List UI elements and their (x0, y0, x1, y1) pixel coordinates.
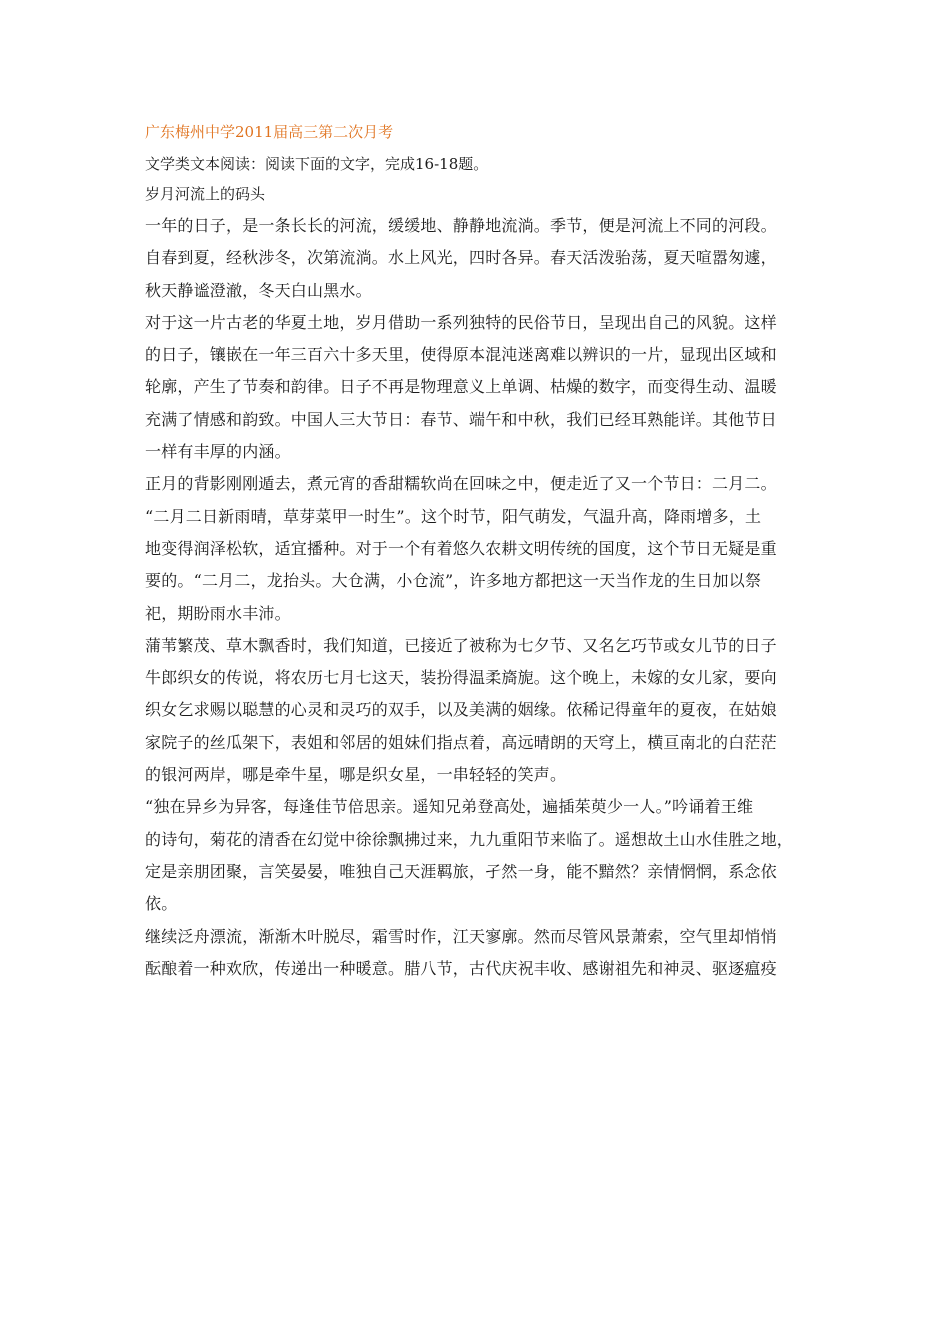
paragraph-line: “二月二日新雨晴，草芽菜甲一时生”。这个时节，阳气萌发，气温升高，降雨增多，土 (145, 506, 762, 526)
paragraph-line: 酝酿着一种欢欣，传递出一种暖意。腊八节，古代庆祝丰收、感谢祖先和神灵、驱逐瘟疫 (145, 958, 777, 978)
paragraph-line: 自春到夏，经秋涉冬，次第流淌。水上风光，四时各异。春天活泼骀荡，夏天喧嚣匆遽， (145, 248, 777, 268)
paragraph-line: “独在异乡为异客，每逢佳节倍思亲。遥知兄弟登高处，遍插茱萸少一人。”吟诵着王维 (145, 797, 754, 817)
essay-paragraph (145, 630, 815, 791)
document-title: 广东梅州中学2011届高三第二次月考 (145, 123, 394, 141)
paragraph-line: 家院子的丝瓜架下，表姐和邻居的姐妹们指点着，高远晴朗的天穹上，横亘南北的白茫茫 (145, 732, 777, 752)
paragraph-line: 一年的日子，是一条长长的河流，缓缓地、静静地流淌。季节，便是河流上不同的河段。 (145, 216, 777, 235)
document-body (145, 118, 815, 985)
paragraph-line: 对于这一片古老的华夏土地，岁月借助一系列独特的民俗节日，呈现出自己的风貌。这样 (145, 312, 777, 332)
essay-title: 岁月河流上的码头 (145, 185, 266, 203)
paragraph-line: 充满了情感和韵致。中国人三大节日：春节、端午和中秋，我们已经耳熟能详。其他节日 (145, 409, 777, 429)
paragraph-line: 依。 (145, 894, 178, 914)
paragraph-line: 继续泛舟漂流，渐渐木叶脱尽，霜雪时作，江天寥廓。然而尽管风景萧索，空气里却悄悄 (145, 926, 777, 946)
paragraph-line: 祀，期盼雨水丰沛。 (145, 603, 291, 623)
paragraph-line: 轮廓，产生了节奏和韵律。日子不再是物理意义上单调、枯燥的数字，而变得生动、温暖 (145, 377, 777, 397)
paragraph-line: 一样有丰厚的内涵。 (145, 442, 291, 462)
essay-paragraph (145, 468, 815, 629)
essay-paragraph (145, 921, 815, 986)
paragraph-line: 牛郎织女的传说，将农历七月七这天，装扮得温柔旖旎。这个晚上，未嫁的女儿家，要向 (145, 668, 777, 688)
paragraph-line: 正月的背影刚刚遁去，煮元宵的香甜糯软尚在回味之中，便走近了又一个节日：二月二。 (145, 474, 777, 494)
essay-paragraphs (145, 210, 815, 985)
reading-instruction: 文学类文本阅读：阅读下面的文字，完成16-18题。 (145, 155, 489, 173)
paragraph-line: 蒲苇繁茂、草木飘香时，我们知道，已接近了被称为七夕节、又名乞巧节或女儿节的日子 (145, 635, 777, 655)
paragraph-line: 要的。“二月二，龙抬头。大仓满，小仓流”，许多地方都把这一天当作龙的生日加以祭 (145, 571, 762, 591)
paragraph-line: 的日子，镶嵌在一年三百六十多天里，使得原本混沌迷离难以辨识的一片，显现出区域和 (145, 345, 777, 365)
essay-paragraph (145, 210, 815, 307)
paragraph-line: 秋天静谧澄澈，冬天白山黑水。 (145, 280, 372, 300)
essay-paragraph (145, 791, 815, 920)
paragraph-line: 的诗句，菊花的清香在幻觉中徐徐飘拂过来，九九重阳节来临了。遥想故土山水佳胜之地， (145, 829, 794, 849)
essay-paragraph (145, 307, 815, 468)
paragraph-line: 定是亲朋团聚，言笑晏晏，唯独自己天涯羁旅，孑然一身，能不黯然？亲情惘惘，系念依 (145, 861, 777, 881)
paragraph-line: 地变得润泽松软，适宜播种。对于一个有着悠久农耕文明传统的国度，这个节日无疑是重 (145, 538, 777, 558)
paragraph-line: 的银河两岸，哪是牵牛星，哪是织女星，一串轻轻的笑声。 (145, 765, 567, 785)
paragraph-line: 织女乞求赐以聪慧的心灵和灵巧的双手，以及美满的姻缘。依稀记得童年的夏夜，在姑娘 (145, 700, 777, 720)
